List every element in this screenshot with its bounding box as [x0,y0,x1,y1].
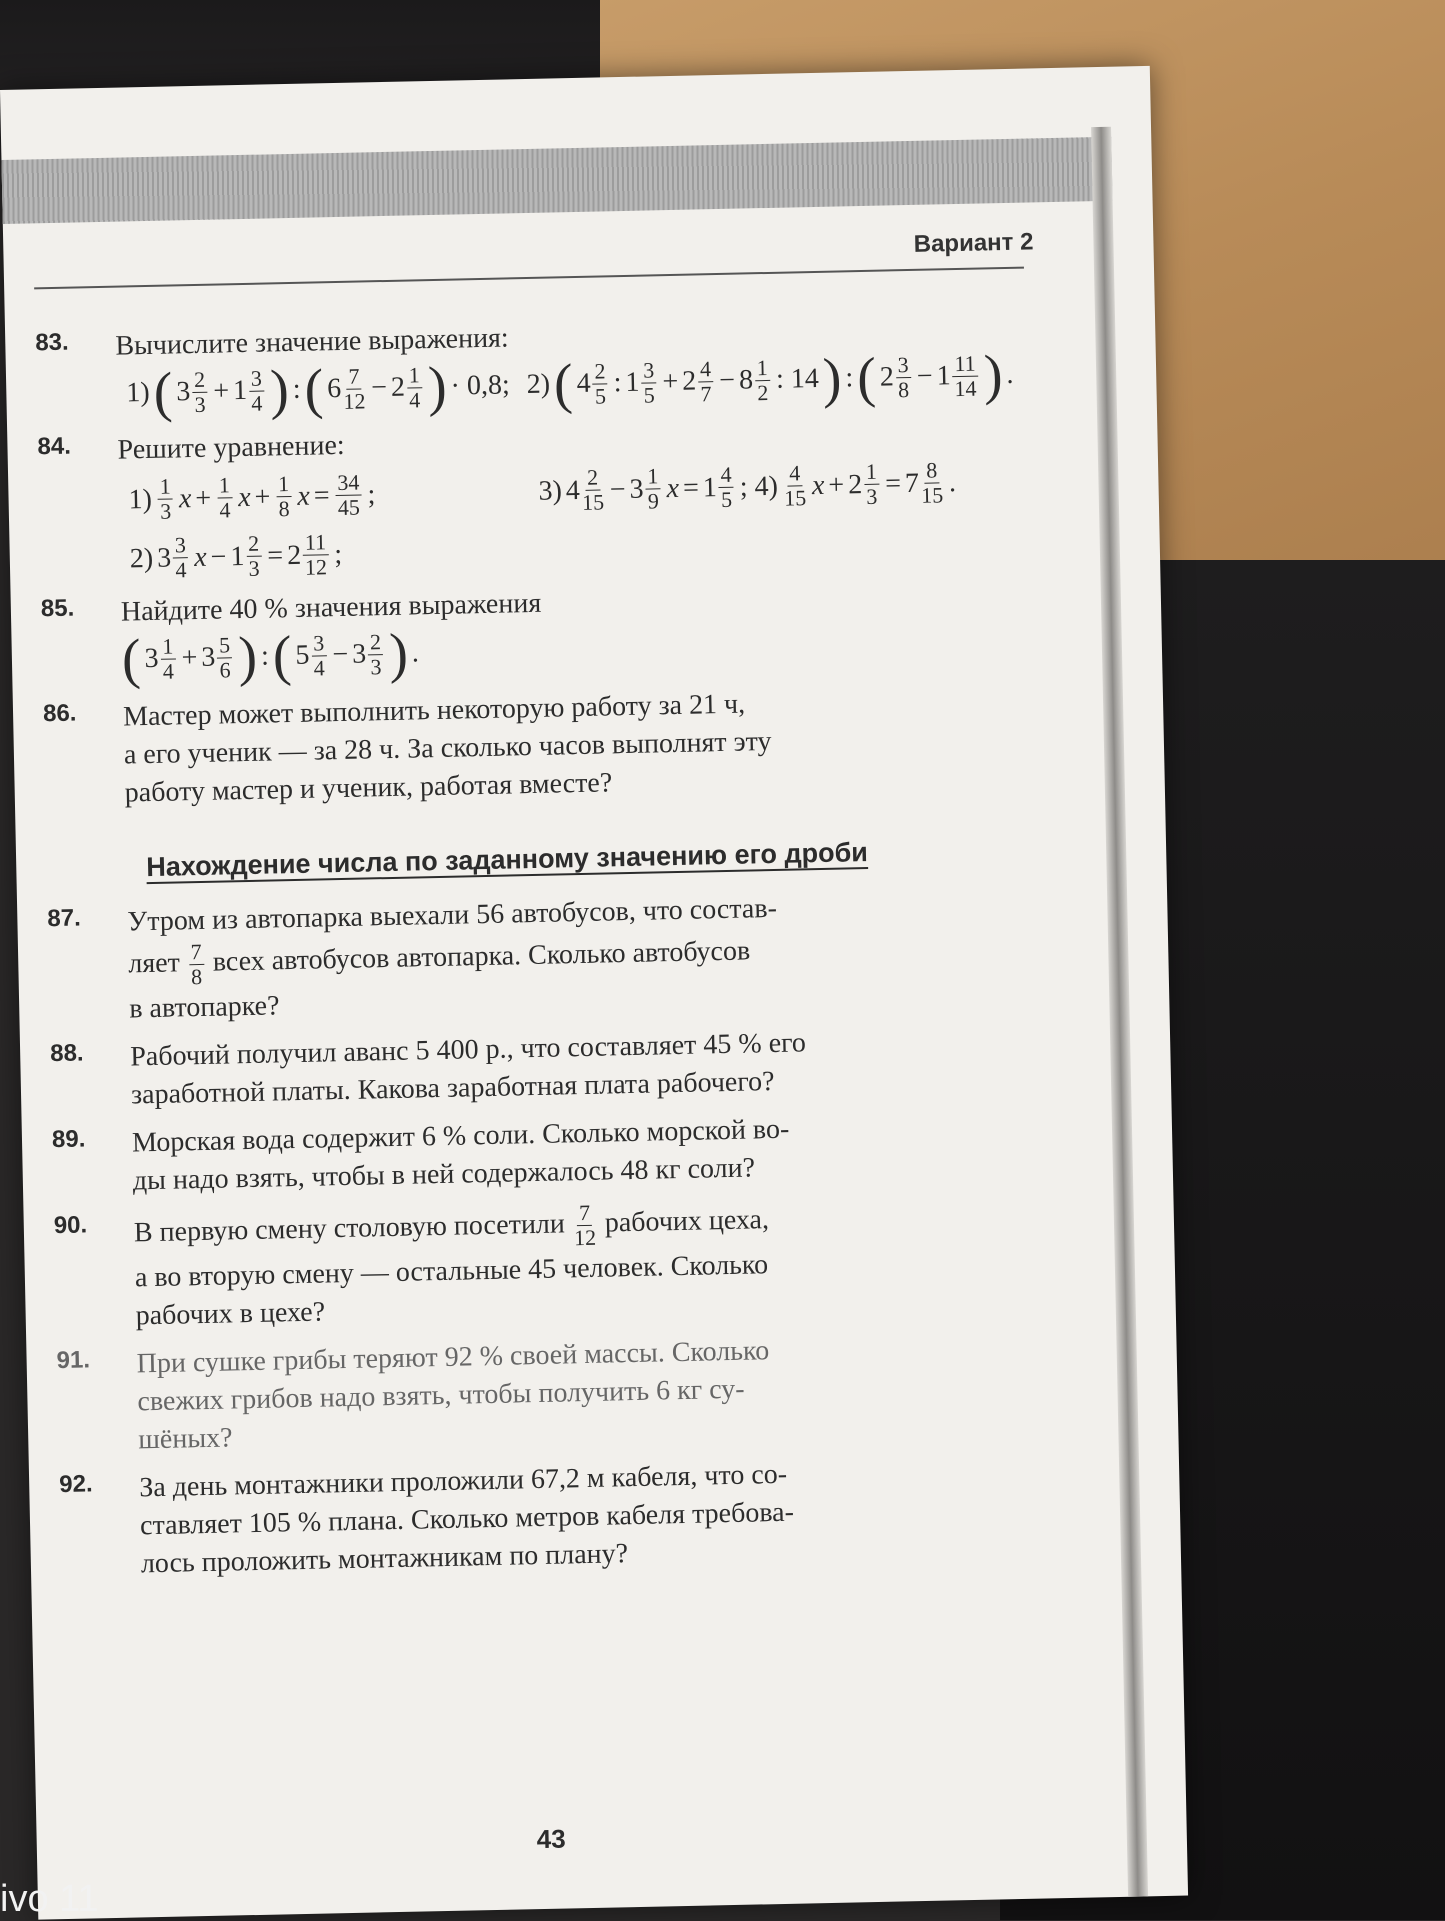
problem-number: 89. [51,1125,86,1154]
mixed-number: 1 $\frac{11}{14}$ [936,350,977,401]
mixed-number: 2 $\frac{3}{8}$ [879,351,910,402]
problem-number: 87. [47,904,82,933]
fraction: $\frac{7}{12}$ [573,1199,597,1251]
problem-number: 88. [49,1039,84,1068]
problem-number: 83. [35,328,69,357]
mixed-number: 4 $\frac{2}{5}$ [576,357,607,409]
variant-label: Вариант 2 [913,228,1034,258]
equation-84-3: 3) 4 $\frac{2}{15}$ − 3 $\frac{1}{9}$ x = 1 $\frac{4}{5}$ ; [538,461,748,515]
problem-number: 91. [56,1346,91,1375]
problem-87: 87. Утром из автопарка выехали 56 автобусов, что состав- ляет $\frac{7}{8}$ всех автобусов автопарка. Сколько автобусов в автопарке? [47,892,778,1025]
fraction: $\frac{7}{8}$ [190,938,203,990]
problem-90: 90. В первую смену столовую посетили $\frac{7}{12}$ рабочих цеха, а во вторую смену — остальные 45 человек. Сколько рабочих в цехе? [53,1199,770,1332]
mixed-number: 1 $\frac{3}{5}$ [625,356,655,408]
mixed-number: 6 $\frac{7}{12}$ [326,363,366,414]
problem-86: 86. Мастер может выполнить некоторую работу за 21 ч, а его ученик — за 28 ч. За сколько часов выполнят эту работу мастер и ученик, работая вместе? [42,688,772,809]
mixed-number: 8 $\frac{1}{2}$ [738,354,769,405]
equation-84-2: 2) 3 $\frac{3}{4}$ x − 1 $\frac{2}{3}$ = 2 $\frac{11}{12}$ ; [129,529,343,583]
expression-83-2: 2) ( 4 $\frac{2}{5}$ : 1 $\frac{3}{5}$ + 2 $\frac{4}{7}$ − 8 $\frac{1}{2}$ : 14 ) : ( 2 $\frac{3}{8}$ − 1 $\frac{11}{14}$ ) . [526,344,1014,416]
problem-89: 89. Морская вода содержит 6 % соли. Сколько морской во- ды надо взять, чтобы в ней содержалось 48 кг соли? [51,1113,790,1197]
equation-84-1: 1) $\frac{1}{3}$ x + $\frac{1}{4}$ x + $\frac{1}{8}$ x = $\frac{34}{45}$ ; [128,469,376,524]
mixed-number: 3 $\frac{2}{3}$ [176,366,206,417]
mixed-number: 2 $\frac{4}{7}$ [681,355,712,406]
problem-number: 84. [37,432,72,461]
equation-84-4: 4) $\frac{4}{15}$ x + 2 $\frac{1}{3}$ = 7 $\frac{8}{15}$ . [754,457,957,511]
problem-number: 90. [53,1211,88,1240]
problem-91: 91. При сушке грибы теряют 92 % своей массы. Сколько свежих грибов надо взять, чтобы получить 6 кг су- шёных? [56,1335,770,1456]
problem-text: Вычислите значение выражения: [115,322,509,362]
camera-watermark: ivo 11 [0,1878,99,1920]
problem-84 [37,412,1060,585]
problem-number: 86. [42,699,77,728]
page-number: 43 [536,1823,566,1855]
expression-85: ( 3 $\frac{1}{4}$ + 3 $\frac{5}{6}$ ) : ( 5 $\frac{3}{4}$ − 3 $\frac{2}{3}$ ) . [121,622,420,691]
problems-list [35,308,1081,1595]
mixed-number: 1 $\frac{3}{4}$ [232,365,263,416]
textbook-page [0,66,1188,1920]
problem-text: Найдите 40 % значения выражения [120,587,542,628]
mixed-number: 2 $\frac{1}{4}$ [390,361,421,412]
problem-85 [41,574,1063,690]
problem-text: Решите уравнение: [117,429,345,466]
problem-number: 85. [40,594,75,623]
header-band [1,137,1112,224]
page-spine-shadow [1091,127,1148,1897]
problem-88: 88. Рабочий получил аванс 5 400 р., что составляет 45 % его заработной платы. Какова заработная плата рабочего? [49,1027,807,1111]
problem-number: 92. [58,1470,93,1499]
header-rule [34,267,1024,290]
expression-83-1: 1) ( 3 $\frac{2}{3}$ + 1 $\frac{3}{4}$ ) : ( 6 $\frac{7}{12}$ − 2 $\frac{1}{4}$ ) · 0,8; [126,355,511,424]
problem-92: 92. За день монтажники проложили 67,2 м кабеля, что со- ставляет 105 % плана. Сколько метров кабеля требова- лось проложить монтажникам по плану? [58,1458,795,1580]
problem-83 [35,308,1057,423]
section-title: Нахождение числа по заданному значению его дроби [145,836,869,883]
